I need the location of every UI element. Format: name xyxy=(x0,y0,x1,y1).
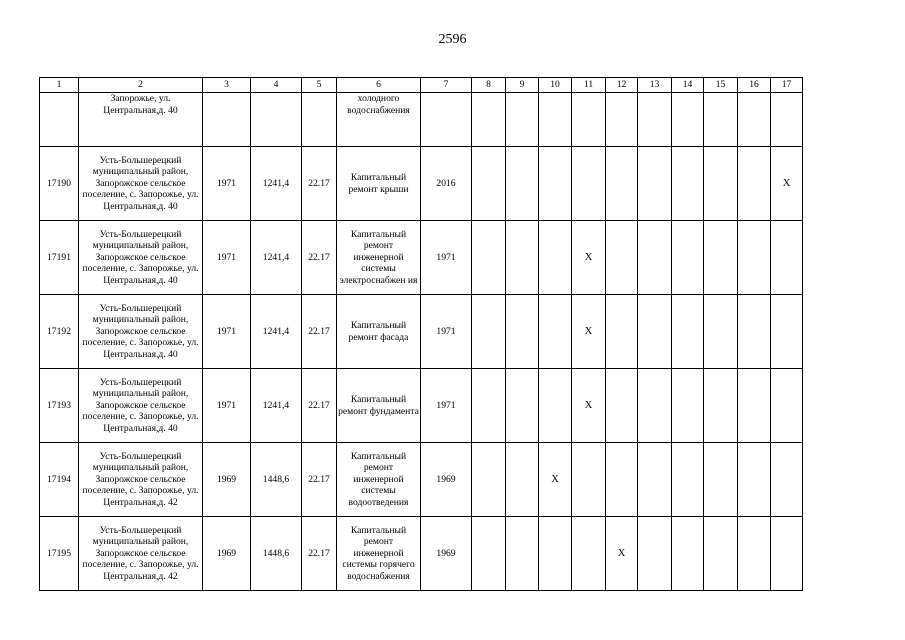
mark-cell-col-16 xyxy=(738,221,771,295)
mark-cell-col-10 xyxy=(539,221,572,295)
row-id-cell: 17190 xyxy=(40,147,79,221)
column-header: 7 xyxy=(421,78,472,93)
plan-year-cell: 1971 xyxy=(421,221,472,295)
mark-cell-col-12 xyxy=(606,221,638,295)
code-cell: 22.17 xyxy=(302,295,337,369)
mark-cell-col-15 xyxy=(704,443,738,517)
mark-cell-col-16 xyxy=(738,295,771,369)
build-year-cell: 1971 xyxy=(203,295,251,369)
mark-cell-col-16 xyxy=(738,369,771,443)
mark-x: X xyxy=(617,547,626,559)
mark-cell-col-13 xyxy=(638,295,672,369)
mark-cell-col-14 xyxy=(672,147,704,221)
mark-cell-col-15 xyxy=(704,517,738,591)
mark-cell-col-17 xyxy=(771,443,803,517)
address-cell: Усть-Большерецкий муниципальный район, Запорожское сельское поселение, с. Запорожье, ул. Центральная,д. 42 xyxy=(79,517,203,591)
plan-year-cell: 2016 xyxy=(421,147,472,221)
column-header: 13 xyxy=(638,78,672,93)
mark-cell-col-10 xyxy=(539,443,572,517)
column-header: 3 xyxy=(203,78,251,93)
column-header: 1 xyxy=(40,78,79,93)
mark-cell-col-13 xyxy=(638,221,672,295)
mark-cell-col-9 xyxy=(506,517,539,591)
build-year-cell: 1971 xyxy=(203,147,251,221)
mark-cell-col-13 xyxy=(638,147,672,221)
code-cell: 22.17 xyxy=(302,147,337,221)
page-number: 2596 xyxy=(438,32,467,47)
mark-cell-col-10 xyxy=(539,295,572,369)
mark-cell-col-8 xyxy=(472,295,506,369)
mark-cell-col-11 xyxy=(572,221,606,295)
mark-cell-col-10 xyxy=(539,147,572,221)
column-header: 6 xyxy=(337,78,421,93)
mark-cell-col-13 xyxy=(638,517,672,591)
mark-cell-col-15 xyxy=(704,221,738,295)
work-type-cell: холодного водоснабжения xyxy=(337,93,421,147)
build-year-cell: 1969 xyxy=(203,443,251,517)
table-row xyxy=(40,221,803,295)
table-row xyxy=(40,295,803,369)
mark-cell-col-14 xyxy=(672,517,704,591)
column-header: 5 xyxy=(302,78,337,93)
mark-cell-col-8 xyxy=(472,517,506,591)
table-row xyxy=(40,517,803,591)
mark-cell-col-11 xyxy=(572,295,606,369)
mark-x: X xyxy=(782,177,791,189)
address-cell: Запорожье, ул. Центральная,д. 40 xyxy=(79,93,203,147)
mark-cell-col-15 xyxy=(704,147,738,221)
mark-cell-col-14 xyxy=(672,443,704,517)
column-header: 17 xyxy=(771,78,803,93)
mark-cell-col-14 xyxy=(672,295,704,369)
mark-cell-col-13 xyxy=(638,369,672,443)
work-type-cell: Капитальный ремонт фасада xyxy=(337,295,421,369)
mark-cell-col-17 xyxy=(771,147,803,221)
mark-cell-col-17 xyxy=(771,295,803,369)
column-header: 2 xyxy=(79,78,203,93)
mark-x: X xyxy=(584,325,593,337)
column-header: 11 xyxy=(572,78,606,93)
work-type-cell: Капитальный ремонт инженерной системы водоотведения xyxy=(337,443,421,517)
mark-x: X xyxy=(584,399,593,411)
mark-cell-col-15 xyxy=(704,369,738,443)
area-cell: 1241,4 xyxy=(251,221,302,295)
mark-cell-col-11 xyxy=(572,147,606,221)
mark-cell-col-12 xyxy=(606,147,638,221)
column-header: 4 xyxy=(251,78,302,93)
column-number-row xyxy=(40,78,803,93)
row-id-cell: 17193 xyxy=(40,369,79,443)
mark-cell-col-16 xyxy=(738,147,771,221)
mark-cell-col-9 xyxy=(506,221,539,295)
area-cell: 1241,4 xyxy=(251,369,302,443)
area-cell: 1241,4 xyxy=(251,147,302,221)
column-header: 16 xyxy=(738,78,771,93)
mark-cell-col-17 xyxy=(771,221,803,295)
address-cell: Усть-Большерецкий муниципальный район, Запорожское сельское поселение, с. Запорожье, ул. Центральная,д. 40 xyxy=(79,369,203,443)
plan-year-cell: 1969 xyxy=(421,443,472,517)
table-row xyxy=(40,443,803,517)
address-cell: Усть-Большерецкий муниципальный район, Запорожское сельское поселение, с. Запорожье, ул. Центральная,д. 40 xyxy=(79,295,203,369)
area-cell: 1241,4 xyxy=(251,295,302,369)
work-type-cell: Капитальный ремонт крыши xyxy=(337,147,421,221)
mark-cell-col-9 xyxy=(506,147,539,221)
table-row xyxy=(40,147,803,221)
mark-cell-col-12 xyxy=(606,443,638,517)
mark-cell-col-10 xyxy=(539,517,572,591)
area-cell: 1448,6 xyxy=(251,443,302,517)
repair-registry-table xyxy=(39,77,803,591)
mark-cell-col-8 xyxy=(472,369,506,443)
mark-cell-col-15 xyxy=(704,295,738,369)
row-id-cell: 17191 xyxy=(40,221,79,295)
mark-cell-col-11 xyxy=(572,369,606,443)
mark-cell-col-17 xyxy=(771,369,803,443)
mark-cell-col-9 xyxy=(506,443,539,517)
build-year-cell: 1971 xyxy=(203,369,251,443)
table-row xyxy=(40,369,803,443)
plan-year-cell: 1969 xyxy=(421,517,472,591)
mark-cell-col-12 xyxy=(606,517,638,591)
code-cell: 22.17 xyxy=(302,517,337,591)
address-cell: Усть-Большерецкий муниципальный район, Запорожское сельское поселение, с. Запорожье, ул. Центральная,д. 40 xyxy=(79,147,203,221)
column-header: 9 xyxy=(506,78,539,93)
mark-cell-col-17 xyxy=(771,517,803,591)
mark-cell-col-16 xyxy=(738,517,771,591)
mark-cell-col-16 xyxy=(738,443,771,517)
address-cell: Усть-Большерецкий муниципальный район, Запорожское сельское поселение, с. Запорожье, ул. Центральная,д. 40 xyxy=(79,221,203,295)
column-header: 10 xyxy=(539,78,572,93)
address-cell: Усть-Большерецкий муниципальный район, Запорожское сельское поселение, с. Запорожье, ул. Центральная,д. 42 xyxy=(79,443,203,517)
mark-x: X xyxy=(551,473,559,485)
column-header: 15 xyxy=(704,78,738,93)
mark-cell-col-14 xyxy=(672,221,704,295)
mark-cell-col-9 xyxy=(506,295,539,369)
column-header: 12 xyxy=(606,78,638,93)
mark-cell-col-11 xyxy=(572,517,606,591)
mark-cell-col-9 xyxy=(506,369,539,443)
mark-cell-col-8 xyxy=(472,221,506,295)
mark-cell-col-10 xyxy=(539,369,572,443)
plan-year-cell: 1971 xyxy=(421,295,472,369)
continuation-row xyxy=(40,93,803,147)
mark-cell-col-8 xyxy=(472,147,506,221)
build-year-cell: 1971 xyxy=(203,221,251,295)
mark-cell-col-12 xyxy=(606,369,638,443)
mark-cell-col-13 xyxy=(638,443,672,517)
row-id-cell: 17194 xyxy=(40,443,79,517)
plan-year-cell: 1971 xyxy=(421,369,472,443)
mark-x: X xyxy=(584,251,593,263)
row-id-cell: 17192 xyxy=(40,295,79,369)
mark-cell-col-12 xyxy=(606,295,638,369)
column-header: 8 xyxy=(472,78,506,93)
build-year-cell: 1969 xyxy=(203,517,251,591)
area-cell: 1448,6 xyxy=(251,517,302,591)
column-header: 14 xyxy=(672,78,704,93)
work-type-cell: Капитальный ремонт фундамента xyxy=(337,369,421,443)
mark-cell-col-8 xyxy=(472,443,506,517)
code-cell: 22.17 xyxy=(302,221,337,295)
mark-cell-col-11 xyxy=(572,443,606,517)
code-cell: 22.17 xyxy=(302,443,337,517)
work-type-cell: Капитальный ремонт инженерной системы горячего водоснабжения xyxy=(337,517,421,591)
mark-cell-col-14 xyxy=(672,369,704,443)
work-type-cell: Капитальный ремонт инженерной системы электроснабжен ия xyxy=(337,221,421,295)
row-id-cell: 17195 xyxy=(40,517,79,591)
code-cell: 22.17 xyxy=(302,369,337,443)
